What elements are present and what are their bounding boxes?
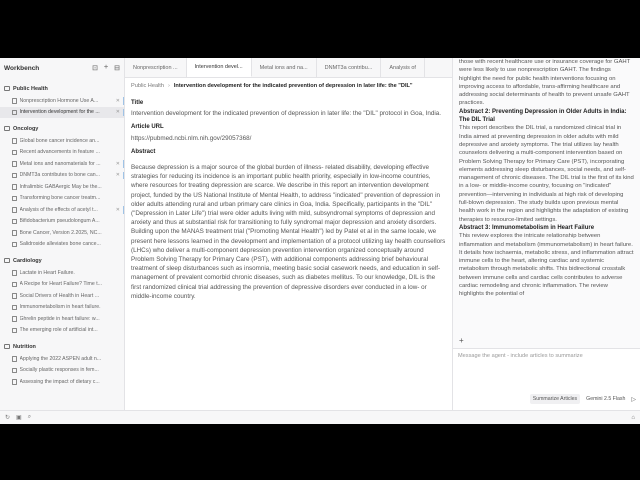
tab[interactable]: Nonprescription ... bbox=[125, 58, 187, 77]
sidebar-item[interactable] bbox=[0, 227, 124, 239]
sidebar-item[interactable] bbox=[0, 193, 124, 205]
sidebar-item[interactable] bbox=[0, 279, 124, 291]
folder-icon bbox=[4, 344, 10, 349]
sidebar-item-label: Recent advancements in feature ... bbox=[19, 149, 100, 156]
group-header[interactable] bbox=[0, 340, 124, 353]
document-icon bbox=[12, 356, 17, 362]
close-icon[interactable]: ✕ bbox=[115, 97, 120, 104]
sidebar-item-label: A Recipe for Heart Failure? Time t... bbox=[19, 281, 102, 288]
sidebar-item-label: Bifidobacterium pseudolongum A... bbox=[19, 218, 100, 225]
sidebar-item[interactable] bbox=[0, 135, 124, 147]
tab[interactable]: Metal ions and na... bbox=[252, 58, 317, 77]
article-pane bbox=[125, 58, 453, 410]
sidebar-item-label: Infralimbic GABAergic May be the... bbox=[19, 183, 102, 190]
tab[interactable]: DNMT3a contribu... bbox=[317, 58, 382, 77]
title-label: Title bbox=[131, 100, 144, 106]
sidebar bbox=[0, 58, 125, 410]
sidebar-group bbox=[0, 82, 124, 118]
group-label: Cardiology bbox=[13, 257, 42, 264]
sidebar-item[interactable] bbox=[0, 158, 124, 170]
document-icon bbox=[12, 305, 17, 311]
group-label: Oncology bbox=[13, 125, 39, 132]
sidebar-group bbox=[0, 122, 124, 250]
sidebar-item-label: Assessing the impact of dietary c... bbox=[19, 378, 100, 385]
document-icon bbox=[12, 184, 17, 190]
panel-icon[interactable]: ▣ bbox=[16, 415, 22, 421]
document-icon bbox=[12, 150, 17, 156]
close-icon[interactable]: ✕ bbox=[115, 206, 120, 213]
group-label: Nutrition bbox=[13, 343, 36, 350]
article-url[interactable]: https://pubmed.ncbi.nlm.nih.gov/29057368/ bbox=[131, 134, 252, 142]
sidebar-item-label: Immunometabolism in heart failure. bbox=[19, 304, 101, 311]
model-selector[interactable]: Gemini 2.5 Flash bbox=[586, 396, 626, 402]
sidebar-item-label: Ghrelin peptide in heart failure: w... bbox=[19, 315, 100, 322]
sidebar-groups bbox=[0, 78, 124, 388]
sidebar-group bbox=[0, 254, 124, 336]
sidebar-item-label: Social Drivers of Health in Heart ... bbox=[19, 292, 100, 299]
document-icon bbox=[12, 379, 17, 385]
status-bar bbox=[0, 410, 640, 424]
folder-icon bbox=[4, 86, 10, 91]
close-icon[interactable]: ✕ bbox=[115, 172, 120, 179]
sidebar-item-label: Global bone cancer incidence an... bbox=[19, 137, 100, 144]
send-icon[interactable]: ▷ bbox=[631, 396, 636, 403]
sidebar-item[interactable] bbox=[0, 267, 124, 279]
abstract3-body: This review explores the intricate relationship between inflammation and metabolism (immunometabolism) in heart failure. It details how ischaemia, metabolic stress, and inflammation attract immune cells to the heart, altering cardiac and systemic metabolism through metabolic shifts. This bidirectional crosstalk between immune cells and cardiac cells contributes to adverse cardiac remodeling and chronic inflammation. The review highlights the potential of bbox=[459, 233, 634, 298]
chat-intro: those with recent healthcare use or insurance coverage for GAHT were less likely to use nonprescription GAHT. The findings highlight the need for public health interventions focusing on improving access to affordable, trans-affirming healthcare and addressing social determinants of health to prevent unsafe GAHT practices. bbox=[459, 59, 631, 107]
document-icon bbox=[12, 173, 17, 179]
sidebar-item[interactable] bbox=[0, 181, 124, 193]
article-content bbox=[125, 93, 452, 410]
article-abstract: Because depression is a major source of the global burden of illness- related disability, developing effective strategies for reducing its incidence is an important public health priority, especially in low-income countries, where resources for treating depression are scarce. We describe in this report an intervention development project, funded by the US National Institute of Mental Health, to address "indicated" prevention of depression in older adults attending rural and urban primary care clinics in Goa, India. Specifically, participants in the "DIL" ("Depression in Later Life") trial were older adults living with mild, subsyndromal symptoms of depression and anxiety and thus at substantial risk for transitioning to fully syndromal major depression and anxiety disorders. Building upon the MANAS treatment trial ("Promoting Mental Health") led by Patel et al in the same locale, we present here lessons learned in the development and implementation of a protocol utilizing lay health counsellors (LHCs) who deliver a multi-component depression prevention intervention organized conceptually around Problem Solving Therapy for Primary Care (PST), with additional components addressing brief behavioural treatment of sleep disturbances such as insomnia, meeting basic social casework needs, and education in self- management of prevalent comorbid chronic diseases, such as diabetes mellitus. To our knowledge, DIL is the first randomized clinical trial addressing the prevention of depressive disorders ever conducted in a low- or middle-income country. bbox=[131, 164, 446, 300]
document-icon bbox=[12, 207, 17, 213]
folder-icon bbox=[4, 126, 10, 131]
sidebar-item[interactable] bbox=[0, 216, 124, 228]
sidebar-item-label: Transforming bone cancer treatm... bbox=[19, 195, 101, 202]
new-folder-icon[interactable]: ⊡ bbox=[92, 65, 99, 72]
sidebar-item[interactable] bbox=[0, 376, 124, 388]
close-icon[interactable]: ✕ bbox=[115, 160, 120, 167]
search-icon[interactable]: ⌕ bbox=[27, 414, 32, 420]
document-icon bbox=[12, 110, 17, 116]
sidebar-title: Workbench bbox=[4, 64, 40, 72]
document-icon bbox=[12, 316, 17, 322]
summarize-articles-button[interactable]: Summarize Articles bbox=[530, 394, 580, 404]
group-header[interactable] bbox=[0, 122, 124, 135]
plus-icon[interactable]: + bbox=[104, 64, 109, 71]
breadcrumb-parent[interactable]: Public Health bbox=[131, 82, 164, 89]
abstract3-heading: Abstract 3: Immunometabolism in Heart Failure bbox=[459, 224, 595, 231]
sidebar-item[interactable] bbox=[0, 290, 124, 302]
tab[interactable]: Intervention devel... bbox=[187, 58, 252, 77]
document-icon bbox=[12, 282, 17, 288]
sidebar-item-label: The emerging role of artificial int... bbox=[19, 327, 98, 334]
breadcrumb-current: Intervention development for the indicated prevention of depression in later life: the "DIL" bbox=[173, 82, 413, 89]
sidebar-item[interactable] bbox=[0, 204, 124, 216]
sidebar-item[interactable] bbox=[0, 353, 124, 365]
group-header[interactable] bbox=[0, 82, 124, 95]
document-icon bbox=[12, 196, 17, 202]
sidebar-item[interactable] bbox=[0, 239, 124, 251]
document-icon bbox=[12, 328, 17, 334]
group-header[interactable] bbox=[0, 254, 124, 267]
document-icon bbox=[12, 270, 17, 276]
breadcrumb bbox=[125, 78, 452, 93]
history-icon[interactable]: ↻ bbox=[5, 415, 11, 421]
sidebar-item-label: Socially plastic responses in fem... bbox=[19, 367, 99, 374]
sidebar-item[interactable] bbox=[0, 147, 124, 159]
document-icon bbox=[12, 98, 17, 104]
sidebar-item-label: Lactate in Heart Failure. bbox=[19, 269, 75, 276]
sidebar-item[interactable] bbox=[0, 365, 124, 377]
abstract-label: Abstract bbox=[131, 148, 156, 155]
agent-panel bbox=[453, 58, 640, 410]
sidebar-group bbox=[0, 340, 124, 388]
abstract2-heading: Abstract 2: Preventing Depression in Older Adults in India: The DIL Trial bbox=[459, 108, 627, 124]
sidebar-item[interactable] bbox=[0, 325, 124, 337]
chat-log[interactable] bbox=[453, 58, 640, 336]
tab[interactable]: Analysis of bbox=[381, 58, 425, 77]
sidebar-item[interactable] bbox=[0, 107, 124, 119]
sidebar-item-label: DNMT3a contributes to bone can... bbox=[19, 172, 100, 179]
close-icon[interactable]: ✕ bbox=[115, 109, 120, 116]
sidebar-item[interactable] bbox=[0, 302, 124, 314]
folder-icon bbox=[4, 258, 10, 263]
sidebar-item[interactable] bbox=[0, 95, 124, 107]
sidebar-header bbox=[0, 58, 124, 78]
group-label: Public Health bbox=[13, 85, 48, 92]
article-title: Intervention development for the indicated prevention of depression in later life: the "DIL" protocol in Goa, India. bbox=[131, 110, 442, 118]
sidebar-item-label: Salidroside alleviates bone cance... bbox=[19, 241, 101, 248]
document-icon bbox=[12, 161, 17, 167]
document-icon bbox=[12, 230, 17, 236]
abstract2-body: This report describes the DIL trial, a randomized clinical trial in India aimed at preventing depression in older adults with mild depressive and anxiety symptoms. The trial utilizes lay health counselors delivering a multi-component intervention based on Problem Solving Therapy for Primary Care (PST), incorporating elements addressing sleep disturbances, social needs, and self-management of chronic diseases. The DIL trial is the first of its kind in a low- or middle-income country, focusing on "indicated" prevention—intervening in individuals at high risk of developing full-blown depression. The study builds upon previous mental health work in the region and highlights the adaptation of existing therapies to resource-limited settings. bbox=[459, 125, 634, 223]
document-icon bbox=[12, 368, 17, 374]
collapse-icon[interactable]: ⊟ bbox=[114, 65, 120, 72]
document-icon bbox=[12, 242, 17, 248]
sidebar-item-label: Intervention development for the ... bbox=[19, 109, 100, 116]
document-icon bbox=[12, 219, 17, 225]
sidebar-item[interactable] bbox=[0, 170, 124, 182]
document-icon bbox=[12, 293, 17, 299]
message-placeholder: Message the agent - include articles to summarize bbox=[458, 353, 583, 359]
url-label: Article URL bbox=[131, 124, 164, 131]
home-icon[interactable]: ⌂ bbox=[631, 414, 635, 421]
sidebar-item-label: Applying the 2022 ASPEN adult n... bbox=[19, 355, 102, 362]
breadcrumb-separator: › bbox=[167, 82, 170, 89]
sidebar-item-label: Metal ions and nanomaterials for ... bbox=[19, 160, 101, 167]
document-icon bbox=[12, 138, 17, 144]
sidebar-item-label: Nonprescription Hormone Use A... bbox=[19, 97, 99, 104]
attach-button[interactable]: + bbox=[453, 336, 640, 348]
sidebar-item-label: Analysis of the effects of acetyl t... bbox=[19, 206, 98, 213]
message-input[interactable] bbox=[453, 348, 640, 410]
tab-bar bbox=[125, 58, 452, 78]
sidebar-item-label: Bone Cancer, Version 2.2025, NC... bbox=[19, 229, 102, 236]
sidebar-item[interactable] bbox=[0, 313, 124, 325]
app-window bbox=[0, 58, 640, 424]
